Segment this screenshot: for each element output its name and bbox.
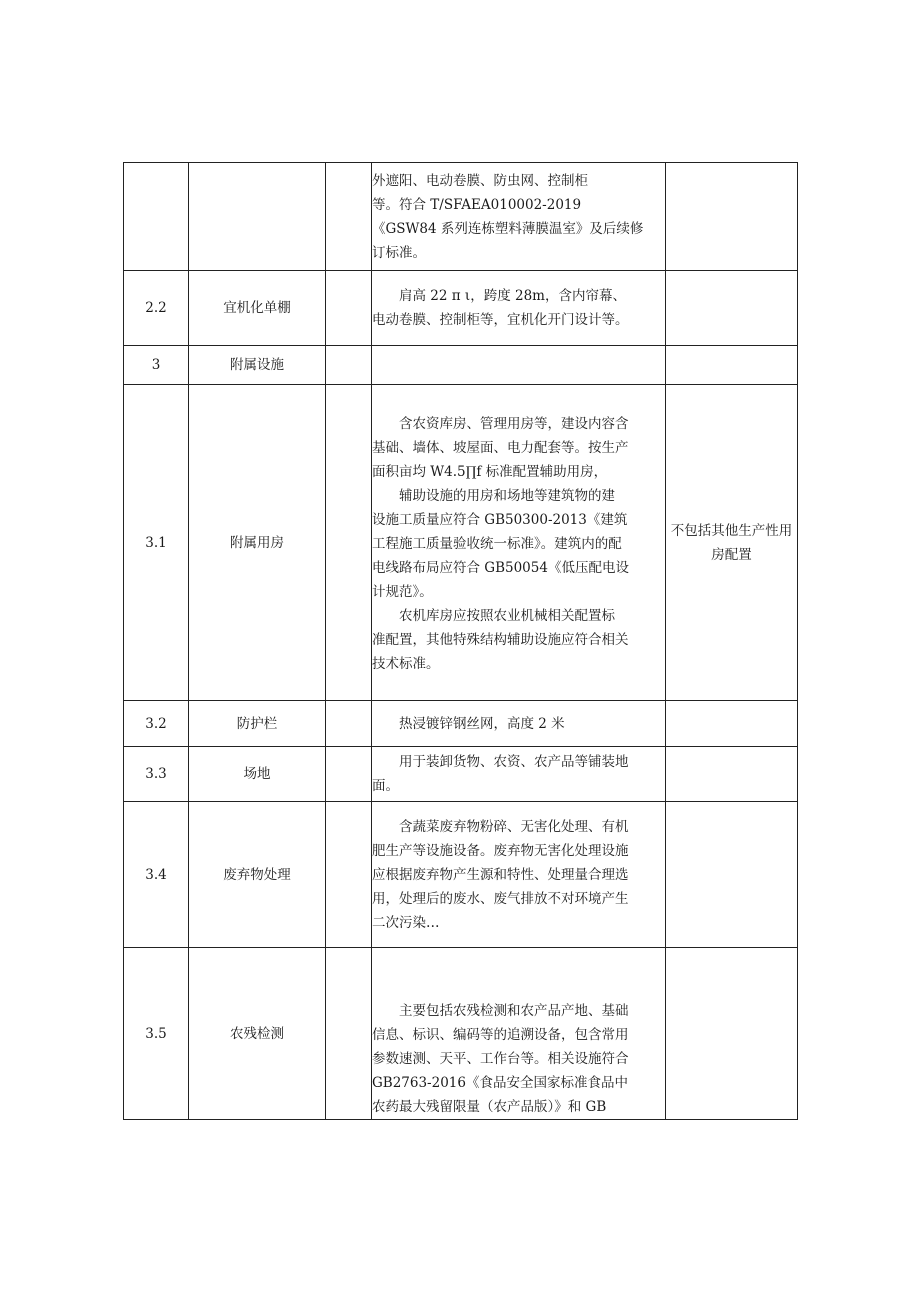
note-cell	[666, 802, 798, 948]
blank-cell	[326, 163, 372, 271]
requirement-line: 电动卷膜、控制柜等，宜机化开门设计等。	[372, 312, 629, 328]
row-number: 3	[124, 346, 189, 385]
requirement-line: 肥生产等设施设备。废弃物无害化处理设施	[372, 842, 629, 859]
requirement-line: 计规范》。	[372, 583, 433, 600]
requirement-cell	[372, 163, 666, 271]
requirement-line: 基础、墙体、坡屋面、电力配套等。按生产	[372, 439, 629, 456]
requirement-line: 参数速测、天平、工作台等。相关设施符合	[372, 1051, 629, 1067]
requirement-line: 用，处理后的废水、废气排放不对环境产生	[372, 890, 629, 907]
requirement-line: 等。符合 T/SFAEA010002-2019	[372, 196, 582, 213]
blank-cell	[326, 385, 372, 701]
requirement-cell	[372, 701, 666, 747]
requirement-line: 辅助设施的用房和场地等建筑物的建	[399, 487, 615, 504]
table-row	[124, 346, 798, 385]
note-cell: 不包括其他生产性用房配置	[666, 385, 798, 701]
row-number: 2.2	[124, 271, 189, 346]
blank-cell	[326, 802, 372, 948]
blank-cell	[326, 701, 372, 747]
table-row	[124, 747, 798, 802]
requirement-line: 农药最大残留限量（农产品版）》和 GB	[372, 1099, 607, 1115]
row-name: 农残检测	[189, 948, 326, 1120]
table-row	[124, 385, 798, 701]
table-row	[124, 802, 798, 948]
table-row	[124, 271, 798, 346]
requirement-line: 准配置，其他特殊结构辅助设施应符合相关	[372, 631, 629, 648]
requirement-line: 技术标准。	[372, 655, 440, 672]
requirement-line: 用于装卸货物、农资、农产品等铺装地	[399, 754, 629, 770]
requirement-cell	[372, 948, 666, 1120]
row-number: 3.5	[124, 948, 189, 1120]
requirement-line: 面积亩均 W4.5∏f 标准配置辅助用房，	[372, 463, 608, 480]
row-number	[124, 163, 189, 271]
row-name: 附属设施	[189, 346, 326, 385]
requirement-line: 设施工质量应符合 GB50300-2013《建筑	[372, 511, 628, 528]
table-row	[124, 948, 798, 1120]
requirement-line: 主要包括农残检测和农产品产地、基础	[399, 1003, 629, 1019]
row-number: 3.1	[124, 385, 189, 701]
requirement-line: 热浸镀锌钢丝网，高度 2 米	[399, 715, 565, 732]
table-row	[124, 163, 798, 271]
note-cell	[666, 163, 798, 271]
note-cell	[666, 271, 798, 346]
requirement-cell	[372, 802, 666, 948]
requirement-line: GB2763-2016《食品安全国家标准食品中	[372, 1075, 628, 1091]
requirement-cell	[372, 346, 666, 385]
requirement-line: 含蔬菜废弃物粉碎、无害化处理、有机	[399, 818, 629, 835]
blank-cell	[326, 346, 372, 385]
requirement-line: 含农资库房、管理用房等，建设内容含	[399, 415, 629, 432]
requirement-line: 《GSW84 系列连栋塑料薄膜温室》及后续修	[372, 220, 644, 237]
requirement-line: 肩高 22 π ι，跨度 28m，含内帘幕、	[399, 288, 626, 304]
note-cell	[666, 747, 798, 802]
row-number: 3.3	[124, 747, 189, 802]
note-cell	[666, 948, 798, 1120]
row-name: 场地	[189, 747, 326, 802]
note-cell	[666, 346, 798, 385]
table-row	[124, 701, 798, 747]
row-name: 废弃物处理	[189, 802, 326, 948]
requirement-line: 面。	[372, 778, 399, 794]
row-name	[189, 163, 326, 271]
requirement-line: 信息、标识、编码等的追溯设备，包含常用	[372, 1027, 629, 1043]
blank-cell	[326, 271, 372, 346]
requirement-cell	[372, 747, 666, 802]
blank-cell	[326, 948, 372, 1120]
row-number: 3.4	[124, 802, 189, 948]
note-cell	[666, 701, 798, 747]
requirement-cell	[372, 271, 666, 346]
requirement-line: 农机库房应按照农业机械相关配置标	[399, 607, 615, 624]
requirement-cell	[372, 385, 666, 701]
requirement-line: 工程施工质量验收统一标准》。建筑内的配	[372, 535, 622, 552]
row-name: 附属用房	[189, 385, 326, 701]
requirement-line: 电线路布局应符合 GB50054《低压配电设	[372, 559, 629, 576]
requirement-line: 订标准。	[372, 244, 426, 261]
blank-cell	[326, 747, 372, 802]
row-name: 防护栏	[189, 701, 326, 747]
requirement-line: 二次污染…	[372, 914, 440, 931]
requirement-line: 应根据废弃物产生源和特性、处理量合理选	[372, 866, 629, 883]
requirement-line: 外遮阳、电动卷膜、防虫网、控制柜	[372, 172, 588, 189]
row-name: 宜机化单棚	[189, 271, 326, 346]
row-number: 3.2	[124, 701, 189, 747]
spec-table	[123, 162, 798, 1120]
